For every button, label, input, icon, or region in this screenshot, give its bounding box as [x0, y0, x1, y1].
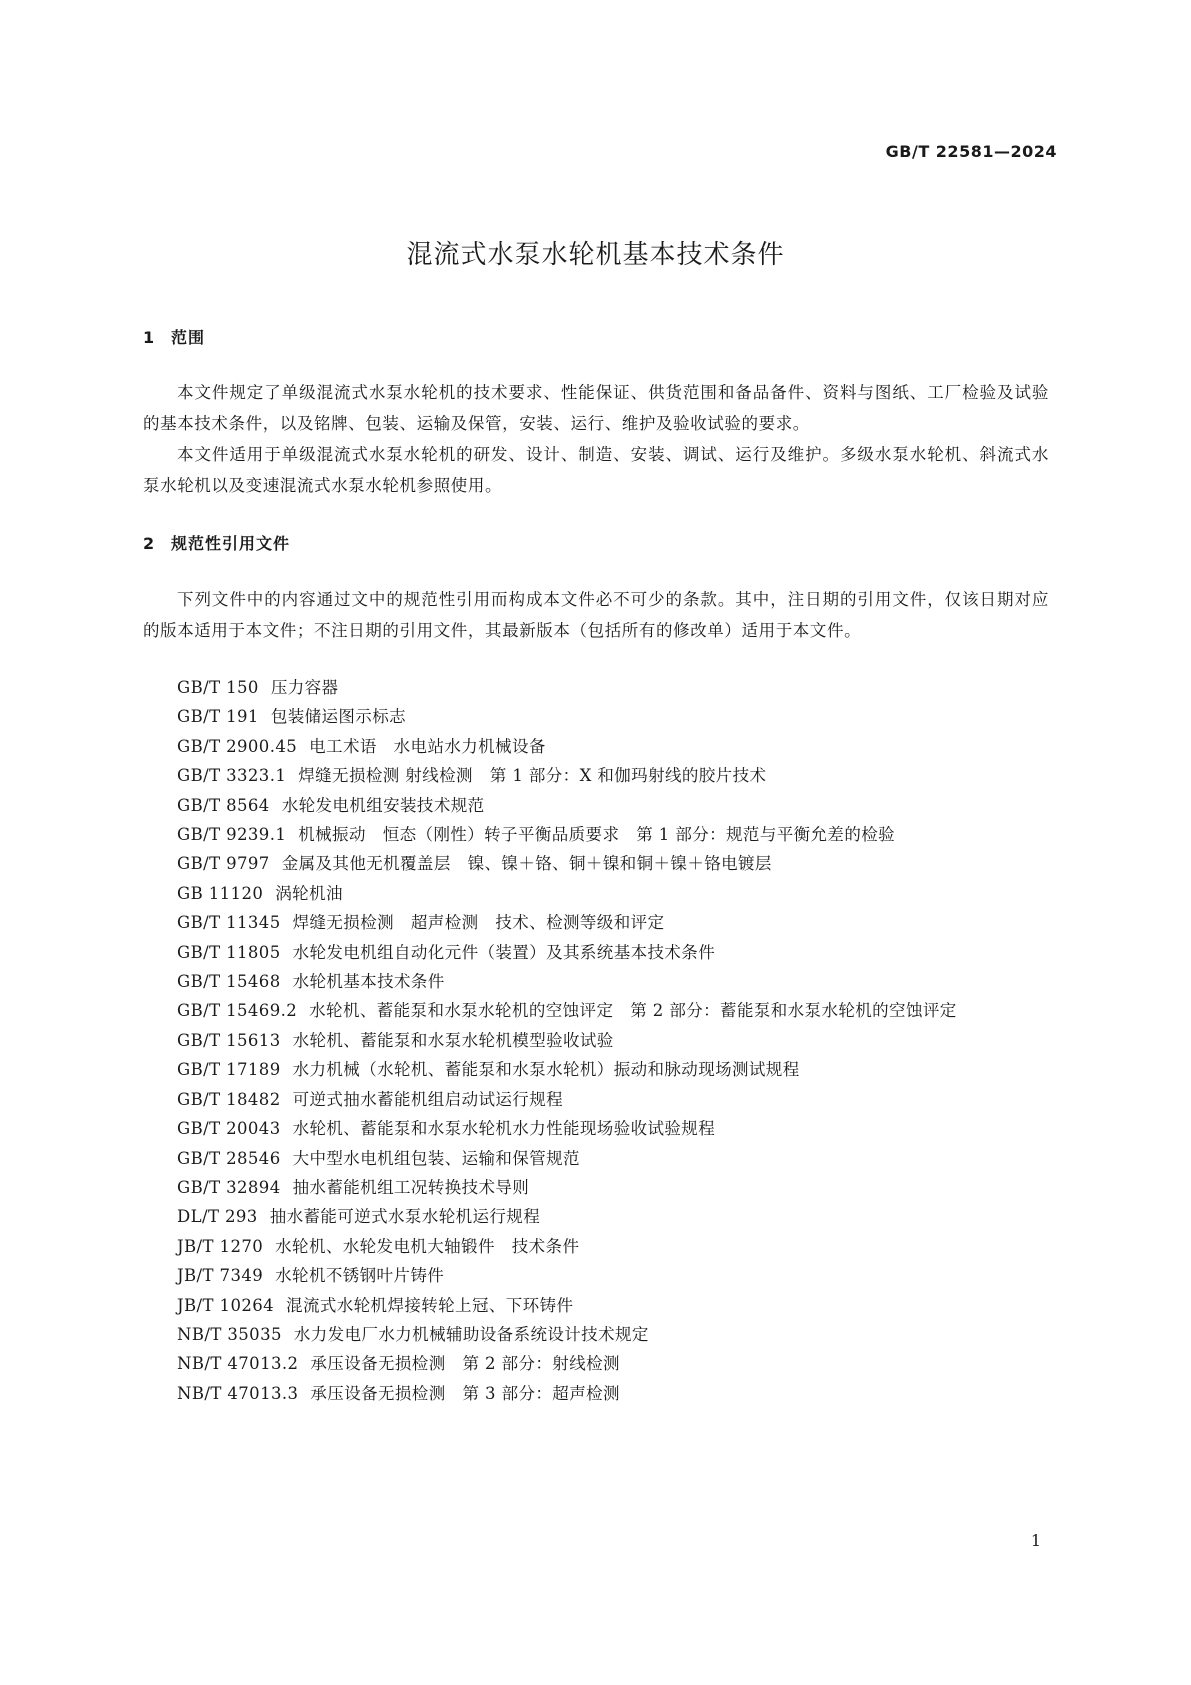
reference-item: [143, 1349, 1049, 1378]
reference-title: 水轮发电机组自动化元件（装置）及其系统基本技术条件: [292, 942, 716, 962]
page-number: 1: [1030, 1531, 1041, 1550]
reference-item: [143, 673, 1049, 702]
reference-title: 水轮机不锈钢叶片铸件: [275, 1266, 445, 1286]
reference-code: GB/T 28546: [177, 1148, 281, 1168]
reference-title: 水轮机、水轮发电机大轴锻件 技术条件: [275, 1236, 580, 1256]
reference-code: DL/T 293: [177, 1207, 258, 1227]
reference-code: GB/T 32894: [177, 1177, 281, 1197]
reference-code: GB/T 9239.1: [177, 825, 287, 845]
reference-item: [143, 1144, 1049, 1173]
reference-list: [143, 673, 1049, 1408]
reference-title: 水轮发电机组安装技术规范: [281, 795, 485, 815]
reference-code: GB/T 11805: [177, 942, 281, 962]
scope-paragraphs: [143, 377, 1049, 501]
reference-item: [143, 908, 1049, 937]
reference-item: [143, 732, 1049, 761]
reference-code: GB/T 191: [177, 707, 259, 727]
reference-code: GB 11120: [177, 883, 264, 903]
reference-item: [143, 879, 1049, 908]
reference-code: GB/T 3323.1: [177, 766, 287, 786]
reference-title: 电工术语 水电站水力机械设备: [309, 736, 546, 756]
reference-item: [143, 996, 1049, 1025]
reference-item: [143, 702, 1049, 731]
reference-item: [143, 1114, 1049, 1143]
reference-code: GB/T 18482: [177, 1089, 281, 1109]
reference-title: 水轮机、蓄能泵和水泵水轮机模型验收试验: [292, 1030, 614, 1050]
reference-title: 水轮机、蓄能泵和水泵水轮机水力性能现场验收试验规程: [292, 1119, 716, 1139]
reference-title: 压力容器: [270, 678, 339, 697]
section-heading-normative-references: [143, 531, 290, 554]
references-intro: [143, 584, 1049, 646]
reference-item: [143, 1320, 1049, 1349]
reference-title: 承压设备无损检测 第 2 部分：射线检测: [310, 1354, 620, 1374]
reference-title: 水力机械（水轮机、蓄能泵和水泵水轮机）振动和脉动现场测试规程: [292, 1060, 800, 1080]
reference-title: 大中型水电机组包装、运输和保管规范: [292, 1148, 580, 1168]
section-number: 2: [143, 534, 156, 553]
reference-code: NB/T 35035: [177, 1324, 282, 1344]
doc-code: GB/T 22581—2024: [885, 142, 1057, 161]
reference-code: GB/T 8564: [177, 795, 270, 815]
reference-code: GB/T 15469.2: [177, 1001, 298, 1021]
reference-title: 包装储运图示标志: [270, 707, 407, 727]
section-heading-scope: [143, 325, 205, 348]
reference-code: GB/T 11345: [177, 913, 281, 933]
reference-item: [143, 1261, 1049, 1290]
reference-code: GB/T 20043: [177, 1119, 281, 1139]
reference-code: NB/T 47013.3: [177, 1383, 299, 1403]
reference-item: [143, 761, 1049, 790]
document-title: 混流式水泵水轮机基本技术条件: [406, 240, 785, 270]
reference-item: [143, 1026, 1049, 1055]
reference-code: GB/T 9797: [177, 854, 270, 874]
reference-item: [143, 1232, 1049, 1261]
reference-title: 可逆式抽水蓄能机组启动试运行规程: [292, 1089, 564, 1109]
reference-title: 焊缝无损检测 射线检测 第 1 部分：X 和伽玛射线的胶片技术: [298, 766, 767, 786]
paragraph: 本文件适用于单级混流式水泵水轮机的研发、设计、制造、安装、调试、运行及维护。多级水泵水轮机、斜流式水泵水轮机以及变速混流式水泵水轮机参照使用。: [143, 445, 1049, 495]
section-number: 1: [143, 328, 156, 347]
reference-title: 混流式水轮机焊接转轮上冠、下环铸件: [286, 1295, 574, 1315]
reference-code: GB/T 15468: [177, 972, 281, 992]
reference-title: 水轮机、蓄能泵和水泵水轮机的空蚀评定 第 2 部分：蓄能泵和水泵水轮机的空蚀评定: [309, 1001, 957, 1021]
paragraph: 下列文件中的内容通过文中的规范性引用而构成本文件必不可少的条款。其中，注日期的引用文件，仅该日期对应的版本适用于本文件；不注日期的引用文件，其最新版本（包括所有的修改单）适用于本文件。: [143, 590, 1049, 640]
reference-item: [143, 1202, 1049, 1231]
reference-title: 水力发电厂水力机械辅助设备系统设计技术规定: [293, 1324, 649, 1344]
reference-code: GB/T 15613: [177, 1030, 281, 1050]
reference-item: [143, 1173, 1049, 1202]
paragraph: 本文件规定了单级混流式水泵水轮机的技术要求、性能保证、供货范围和备品备件、资料与图纸、工厂检验及试验的基本技术条件，以及铭牌、包装、运输及保管，安装、运行、维护及验收试验的要求。: [143, 383, 1049, 433]
reference-code: JB/T 7349: [177, 1266, 264, 1286]
reference-title: 焊缝无损检测 超声检测 技术、检测等级和评定: [292, 913, 665, 933]
reference-item: [143, 938, 1049, 967]
reference-item: [143, 849, 1049, 878]
reference-item: [143, 1379, 1049, 1408]
section-title: 范围: [171, 328, 206, 347]
reference-code: JB/T 10264: [177, 1295, 275, 1315]
reference-title: 金属及其他无机覆盖层 镍、镍＋铬、铜＋镍和铜＋镍＋铬电镀层: [281, 854, 772, 874]
reference-code: NB/T 47013.2: [177, 1354, 299, 1374]
reference-item: [143, 820, 1049, 849]
reference-title: 抽水蓄能可逆式水泵水轮机运行规程: [269, 1207, 541, 1227]
reference-item: [143, 967, 1049, 996]
reference-item: [143, 1085, 1049, 1114]
reference-item: [143, 1291, 1049, 1320]
section-title: 规范性引用文件: [171, 534, 291, 553]
reference-title: 水轮机基本技术条件: [292, 972, 445, 992]
reference-item: [143, 1055, 1049, 1084]
reference-code: GB/T 150: [177, 678, 259, 697]
reference-title: 抽水蓄能机组工况转换技术导则: [292, 1177, 530, 1197]
reference-code: JB/T 1270: [177, 1236, 264, 1256]
reference-item: [143, 791, 1049, 820]
reference-code: GB/T 2900.45: [177, 736, 298, 756]
reference-title: 承压设备无损检测 第 3 部分：超声检测: [310, 1383, 620, 1403]
reference-title: 机械振动 恒态（刚性）转子平衡品质要求 第 1 部分：规范与平衡允差的检验: [298, 825, 896, 845]
reference-code: GB/T 17189: [177, 1060, 281, 1080]
reference-title: 涡轮机油: [275, 883, 343, 903]
